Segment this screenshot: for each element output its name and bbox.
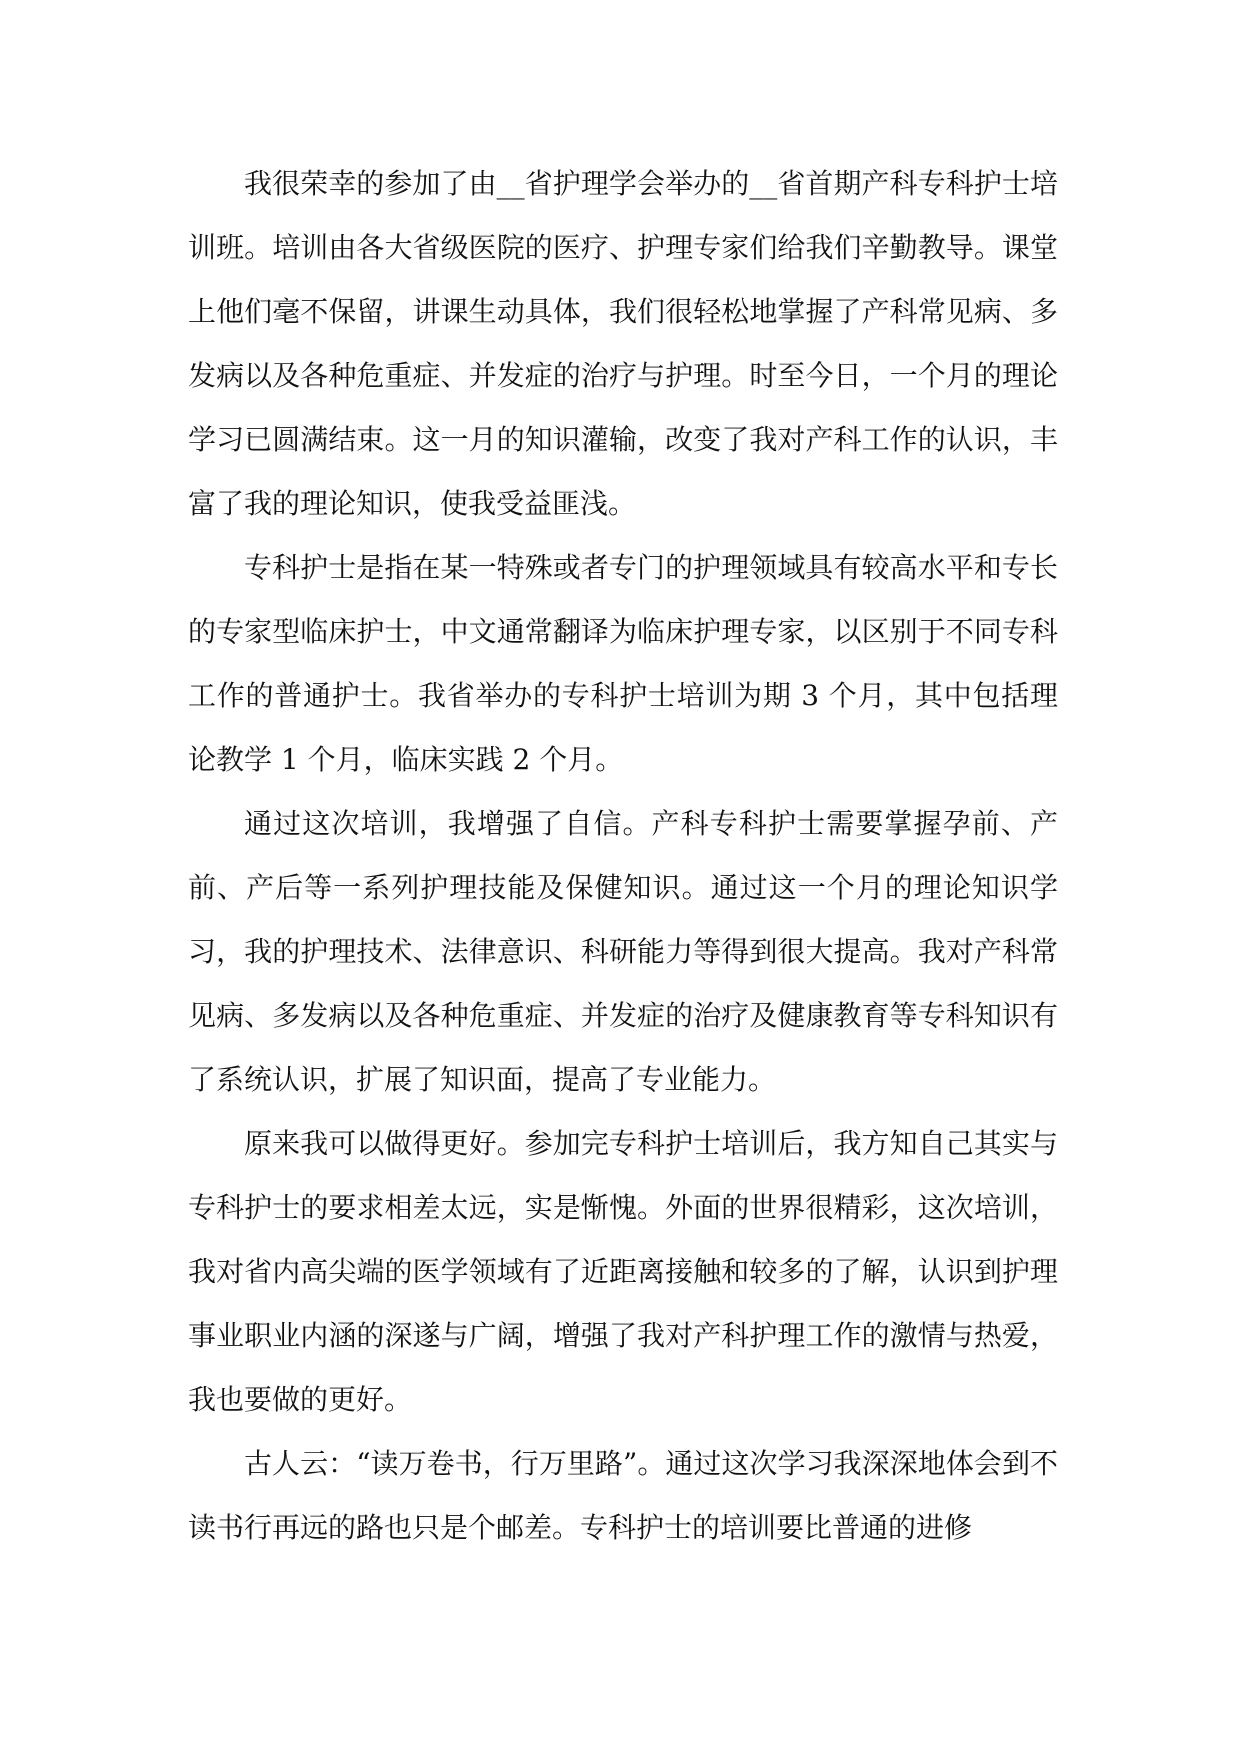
document-body xyxy=(188,152,1058,1560)
paragraph-3: 通过这次培训，我增强了自信。产科专科护士需要掌握孕前、产前、产后等一系列护理技能及保健知识。通过这一个月的理论知识学习，我的护理技术、法律意识、科研能力等得到很大提高。我对产科常见病、多发病以及各种危重症、并发症的治疗及健康教育等专科知识有了系统认识，扩展了知识面，提高了专业能力。 xyxy=(188,807,1058,1096)
paragraph-2: 专科护士是指在某一特殊或者专门的护理领域具有较高水平和专长的专家型临床护士，中文通常翻译为临床护理专家，以区别于不同专科工作的普通护士。我省举办的专科护士培训为期 3 个月，其中包括理论教学 1 个月，临床实践 2 个月。 xyxy=(188,551,1058,776)
paragraph-4: 原来我可以做得更好。参加完专科护士培训后，我方知自己其实与专科护士的要求相差太远，实是惭愧。外面的世界很精彩，这次培训，我对省内高尖端的医学领域有了近距离接触和较多的了解，认识到护理事业职业内涵的深遂与广阔，增强了我对产科护理工作的激情与热爱，我也要做的更好。 xyxy=(188,1127,1058,1416)
paragraph-1: 我很荣幸的参加了由__省护理学会举办的__省首期产科专科护士培训班。培训由各大省级医院的医疗、护理专家们给我们辛勤教导。课堂上他们毫不保留，讲课生动具体，我们很轻松地掌握了产科常见病、多发病以及各种危重症、并发症的治疗与护理。时至今日，一个月的理论学习已圆满结束。这一月的知识灌输，改变了我对产科工作的认识，丰富了我的理论知识，使我受益匪浅。 xyxy=(188,167,1058,520)
paragraph-5: 古人云：“读万卷书，行万里路”。通过这次学习我深深地体会到不读书行再远的路也只是个邮差。专科护士的培训要比普通的进修 xyxy=(188,1447,1058,1544)
